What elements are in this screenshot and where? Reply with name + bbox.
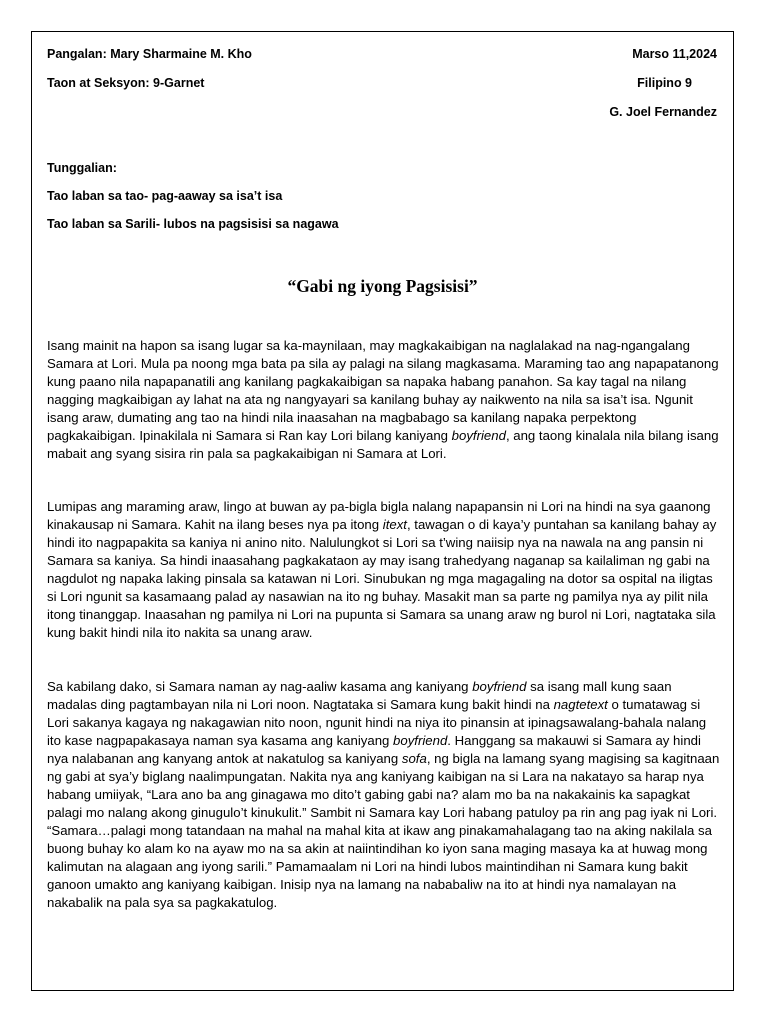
story-title: “Gabi ng iyong Pagsisisi” xyxy=(287,276,478,296)
conflict-item-2: Tao laban sa Sarili- lubos na pagsisisi sa nagawa xyxy=(47,217,339,231)
conflict-item-1: Tao laban sa tao- pag-aaway sa isa’t isa xyxy=(47,189,283,203)
paragraph-2: Lumipas ang maraming araw, lingo at buwan ay pa-bigla bigla nalang napapansin ni Lori na hindi na sya gaanong kinakausap ni Samara. Kahit na ilang beses nya pa itong itext, tawagan o di kaya’y puntahan sa kanilang bahay ay hindi ito nagpapakita sa kaniya ni anino nito. Nalulungkot si Lori sa t’wing naiisip nya na nawala na ang pansin ni Samara sa kaniya. Sa hindi inaasahang pagkakataon ay may isang trahedyang naganap sa kailaliman ng gabi na nagdulot ng napaka laking pinsala sa katawan ni Lori. Sinubukan ng mga magagaling na dotor sa ospital na iligtas si Lori ngunit sa kasamaang palad ay nasawian na ito ng buhay. Masakit man sa parte ng pamilya nya ay pilit nila itong tinanggap. Inaasahan ng pamilya ni Lori na pupunta si Samara sa unang araw ng burol ni Lori, nagtataka sila kung bakit hindi nila ito nakita sa unang araw. xyxy=(47,499,717,640)
year-section: Taon at Seksyon: 9-Garnet xyxy=(47,76,205,90)
paragraph-1: Isang mainit na hapon sa isang lugar sa ka-maynilaan, may magkakaibigan na naglalakad na nag-ngangalang Samara at Lori. Mula pa noong mga bata pa sila ay palagi na silang magkasama. Maraming tao ang napapatanong kung paano nila napapanatili ang kanilang pagkakaibigan sa napaka habang panahon. Sa kay tagal na nilang nagging magkaibigan ay lahat na ata ng nangyayari sa kanilang buhay ay naikwento na nila sa isa’t isa. Ngunit isang araw, dumating ang tao na hindi nila inaasahan na magbabago sa kanilang napaka perpektong pagkakaibigan. Ipinakilala ni Samara si Ran kay Lori bilang kaniyang boyfriend, ang taong kinalala nila bilang isang mabait ang syang sisira rin pala sa pagkakaibigan ni Samara at Lori. xyxy=(47,338,719,461)
date: Marso 11,2024 xyxy=(632,47,717,61)
subject: Filipino 9 xyxy=(637,76,692,90)
conflict-heading: Tunggalian: xyxy=(47,161,117,175)
paragraph-3: Sa kabilang dako, si Samara naman ay nag-aaliw kasama ang kaniyang boyfriend sa isang mall kung saan madalas ding pagtambayan nila ni Lori noon. Nagtataka si Samara kung bakit hindi na nagtetext o tumatawag si Lori sakanya kagaya ng nakagawian nito noon, ngunit hindi na niya ito pinansin at ipinagsawalang-bahala nalang ito kase nagpapakasaya naman sya kasama ang kaniyang boyfriend. Hanggang sa makauwi si Samara ay hindi nya nalabanan ang kanyang antok at nakatulog sa kaniyang sofa, ng bigla na lamang syang magising sa kagitnaan ng gabi at sya’y biglang naalimpungatan. Nakita nya ang kaniyang kaibigan na si Lara na nakatayo sa harap nya habang umiiyak, “Lara ano ba ang ginagawa mo dito’t gabing gabi na? alam mo ba na nakakainis ka sapagkat palagi mo nalang akong ginugulo’t kinukulit.” Sambit ni Samara kay Lori habang patuloy pa rin ang pag iyak ni Lori. “Samara…palagi mong tatandaan na mahal na mahal kita at ikaw ang pinakamahalagang tao na aking nakilala sa buong buhay ko alam ko na ayaw mo na sa akin at naiintindihan ko iyon sana maging masaya ka at huwag mong kalimutan na alagaan ang iyong sarili.” Pamamaalam ni Lori na hindi lubos maintindihan ni Samara kung bakit ganoon umakto ang kaniyang kaibigan. Inisip nya na lamang na nababaliw na ito at hindi nya namalayan na nakabalik na pala sya sa pagkakatulog. xyxy=(47,679,720,910)
student-name: Pangalan: Mary Sharmaine M. Kho xyxy=(47,47,252,61)
teacher-name: G. Joel Fernandez xyxy=(609,105,717,119)
document-page xyxy=(31,31,734,991)
